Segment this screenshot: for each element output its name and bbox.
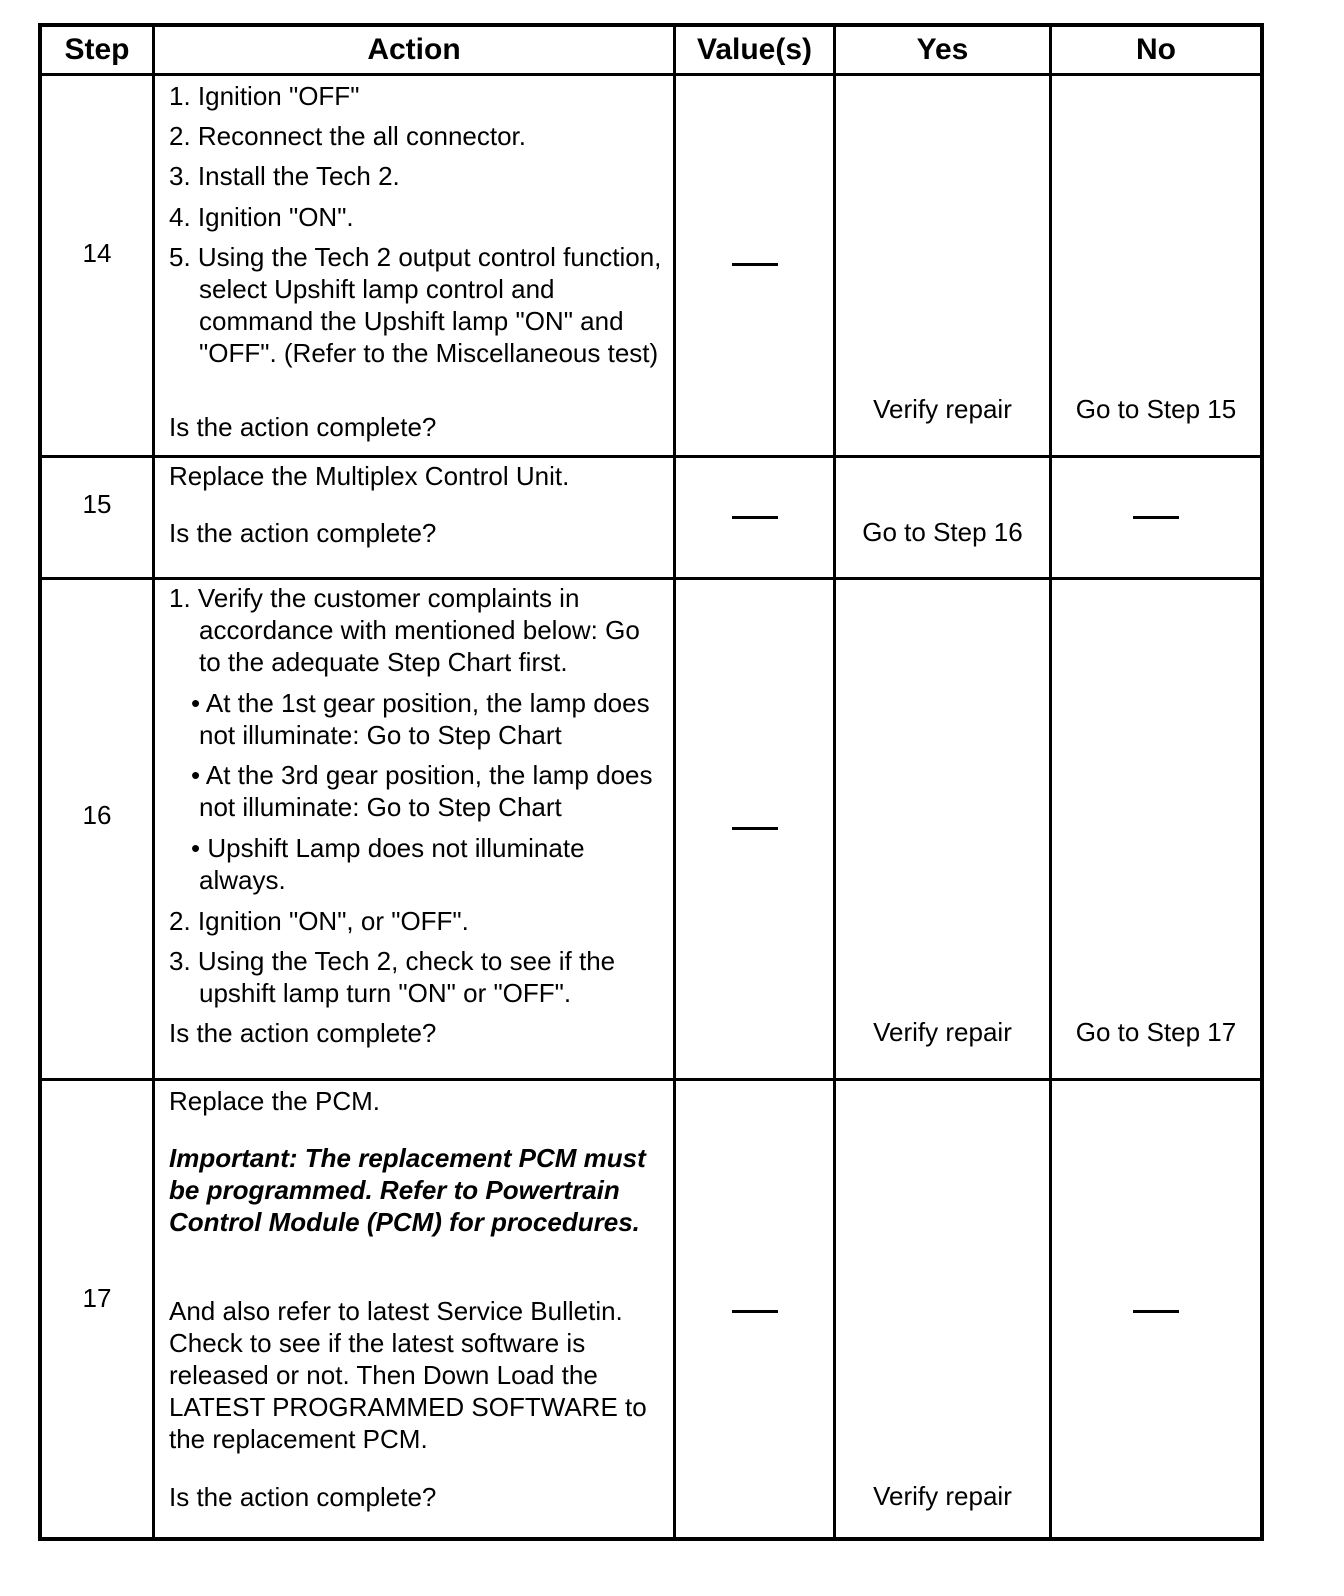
action-cell — [152, 76, 673, 455]
step-cell — [42, 1081, 152, 1537]
yes-outcome: Verify repair — [873, 1481, 1012, 1511]
action-question: Is the action complete? — [169, 518, 437, 548]
action-line: 1. Verify the customer complaints in accordance with mentioned below: Go to the adequate Step Chart first. — [169, 583, 640, 677]
action-line: 4. Ignition "ON". — [169, 202, 354, 232]
no-cell — [1049, 76, 1260, 455]
header-values: Value(s) — [673, 27, 833, 73]
step-number: 14 — [82, 238, 112, 268]
step-number: 15 — [82, 489, 112, 519]
action-question: Is the action complete? — [169, 1482, 437, 1512]
action-line: 2. Ignition "ON", or "OFF". — [169, 906, 469, 936]
step-cell — [42, 580, 152, 1078]
step-cell — [42, 458, 152, 577]
yes-cell — [833, 76, 1049, 455]
table-row-step-17 — [42, 1078, 1260, 1537]
no-dash — [1133, 516, 1179, 519]
action-line: 1. Ignition "OFF" — [169, 81, 360, 111]
action-question: Is the action complete? — [169, 1018, 437, 1048]
value-dash — [732, 516, 778, 519]
yes-outcome: Verify repair — [873, 1017, 1012, 1047]
no-cell — [1049, 580, 1260, 1078]
no-cell — [1049, 1081, 1260, 1537]
action-line: 2. Reconnect the all connector. — [169, 121, 527, 151]
step-number: 16 — [82, 800, 112, 830]
value-cell — [673, 458, 833, 577]
action-bullet: • Upshift Lamp does not illuminate always. — [191, 833, 585, 895]
diagnostic-step-table — [38, 23, 1264, 1541]
yes-outcome: Verify repair — [873, 394, 1012, 424]
value-dash — [732, 263, 778, 266]
header-row — [42, 27, 1260, 73]
action-line: 3. Install the Tech 2. — [169, 161, 400, 191]
yes-cell — [833, 580, 1049, 1078]
action-question: Is the action complete? — [169, 412, 437, 442]
table-row-step-15 — [42, 455, 1260, 577]
action-bullet: • At the 1st gear position, the lamp does not illuminate: Go to Step Chart — [191, 688, 650, 750]
action-line: 3. Using the Tech 2, check to see if the upshift lamp turn "ON" or "OFF". — [169, 946, 616, 1008]
action-cell — [152, 458, 673, 577]
action-cell — [152, 1081, 673, 1537]
value-cell — [673, 1081, 833, 1537]
yes-cell — [833, 1081, 1049, 1537]
value-dash — [732, 827, 778, 830]
action-line: Replace the PCM. — [169, 1086, 380, 1116]
table-row-step-14 — [42, 73, 1260, 455]
table-row-step-16 — [42, 577, 1260, 1078]
yes-outcome: Go to Step 16 — [862, 517, 1023, 547]
action-bullet: • At the 3rd gear position, the lamp does not illuminate: Go to Step Chart — [191, 760, 653, 822]
step-cell — [42, 76, 152, 455]
value-cell — [673, 580, 833, 1078]
no-outcome: Go to Step 15 — [1075, 394, 1237, 424]
no-cell — [1049, 458, 1260, 577]
action-cell — [152, 580, 673, 1078]
important-note: Important: The replacement PCM must be programmed. Refer to Powertrain Control Module (PCM) for procedures. — [169, 1143, 646, 1237]
no-outcome: Go to Step 17 — [1075, 1017, 1237, 1047]
value-cell — [673, 76, 833, 455]
value-dash — [732, 1310, 778, 1313]
header-no: No — [1049, 27, 1260, 73]
action-line: Replace the Multiplex Control Unit. — [169, 461, 570, 491]
header-step: Step — [64, 33, 130, 66]
header-yes: Yes — [833, 27, 1049, 73]
no-dash — [1133, 1310, 1179, 1313]
step-number: 17 — [82, 1283, 112, 1313]
action-line: And also refer to latest Service Bulletin. Check to see if the latest software is released or not. Then Down Load the LATEST PROGRAMMED SOFTWARE to the replacement PCM. — [169, 1296, 647, 1454]
action-line: 5. Using the Tech 2 output control function, select Upshift lamp control and command the Upshift lamp "ON" and "OFF". (Refer to the Miscellaneous test) — [169, 242, 662, 368]
header-action: Action — [152, 27, 673, 73]
yes-cell — [833, 458, 1049, 577]
